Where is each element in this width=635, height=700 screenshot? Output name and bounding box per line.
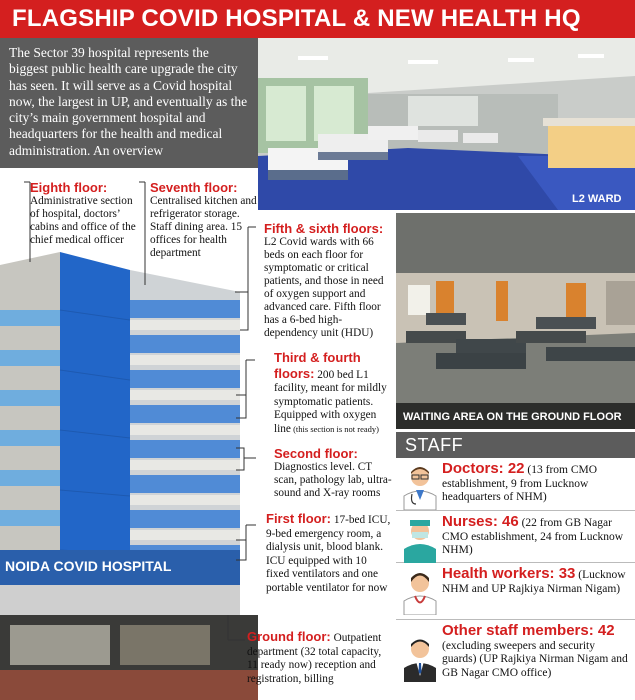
ground-floor-title: Ground floor:	[247, 629, 331, 644]
page-title: FLAGSHIP COVID HOSPITAL & NEW HEALTH HQ	[12, 5, 581, 32]
second-floor-block	[274, 446, 394, 500]
staff-health-workers-desc: (Lucknow NHM and UP Rajkiya Nirman Nigam)	[442, 569, 626, 595]
building-sign: NOIDA COVID HOSPITAL	[5, 558, 172, 574]
seventh-floor-title: Seventh floor:	[150, 180, 238, 195]
staff-row-nurses	[396, 511, 635, 563]
fifth-sixth-floor-block	[264, 221, 394, 340]
l2-ward-caption: L2 WARD	[572, 193, 622, 205]
doctor-icon	[400, 464, 440, 510]
staff-member-icon	[400, 636, 440, 682]
l2-ward-photo	[258, 38, 635, 210]
staff-doctors-text	[442, 462, 632, 505]
health-worker-icon	[400, 569, 440, 615]
intro-text: The Sector 39 hospital represents the biggest public health care upgrade the city has seen. It will serve as a Covid hospital now, the largest in UP, and eventually as the city’s main government hospital and headquarters for the health and medical administration. An overview	[9, 45, 248, 158]
staff-other-title: Other staff members: 42	[442, 622, 615, 639]
nurse-icon	[400, 517, 440, 563]
staff-nurses-title: Nurses: 46	[442, 513, 519, 530]
ground-floor-desc: Outpatient department (32 total capacity, 11 ready now) reception and registration, billing	[247, 632, 382, 685]
waiting-area-image	[396, 213, 635, 429]
eighth-floor-block	[30, 180, 140, 247]
ground-floor-block	[247, 630, 392, 686]
staff-heading: STAFF	[405, 435, 464, 455]
waiting-area-caption: WAITING AREA ON THE GROUND FLOOR	[403, 411, 622, 423]
staff-other-text	[442, 624, 632, 680]
staff-row-doctors	[396, 458, 635, 511]
staff-health-workers-text	[442, 567, 632, 596]
staff-doctors-desc: (13 from CMO establishment, 9 from Lucknow headquarters of NHM)	[442, 464, 598, 503]
first-floor-desc: 17-bed ICU, 9-bed emergency room, a dialysis unit, blood blank. ICU equipped with 10 fixed ventilators and one portable ventilator for now	[266, 514, 391, 594]
third-fourth-floor-block	[274, 351, 394, 436]
eighth-floor-desc: Administrative section of hospital, doctors’ cabins and office of the chief medical officer	[30, 195, 136, 246]
seventh-floor-block	[150, 180, 260, 260]
third-fourth-floor-title: Third & fourth floors:	[274, 350, 361, 381]
staff-heading-bar	[396, 432, 635, 458]
first-floor-block	[266, 512, 391, 595]
staff-health-workers-title: Health workers: 33	[442, 565, 576, 582]
seventh-floor-desc: Centralised kitchen and refrigerator storage. Staff dining area. 15 offices for health department	[150, 195, 257, 259]
staff-row-health-workers	[396, 563, 635, 620]
intro-box	[0, 38, 258, 168]
third-fourth-floor-desc: 200 bed L1 facility, meant for mildly symptomatic patients. Equipped with oxygen line	[274, 368, 387, 435]
fifth-sixth-floor-title: Fifth & sixth floors:	[264, 221, 384, 236]
staff-nurses-desc: (22 from GB Nagar CMO establishment, 24 from Lucknow NHM)	[442, 517, 624, 556]
staff-doctors-title: Doctors: 22	[442, 460, 525, 477]
first-floor-title: First floor:	[266, 511, 331, 526]
l2-ward-image	[258, 38, 635, 210]
eighth-floor-title: Eighth floor:	[30, 180, 108, 195]
fifth-sixth-floor-desc: L2 Covid wards with 66 beds on each floor for symptomatic or critical patients, and those in need of oxygen support and advanced care. Fifth floor has a 6-bed high-dependency unit (HDU)	[264, 236, 384, 339]
staff-row-other	[396, 620, 635, 698]
second-floor-title: Second floor:	[274, 446, 358, 461]
third-fourth-floor-note: (this section is not ready)	[290, 423, 380, 434]
staff-nurses-text	[442, 515, 632, 558]
staff-other-desc: (excluding sweepers and security guards) (UP Rajkiya Nirman Nigam and GB Nagar CMO office)	[442, 639, 628, 679]
second-floor-desc: Diagnostics level. CT scan, pathology lab, ultra-sound and X-ray rooms	[274, 461, 392, 499]
waiting-area-photo	[396, 213, 635, 429]
title-banner	[0, 0, 635, 38]
